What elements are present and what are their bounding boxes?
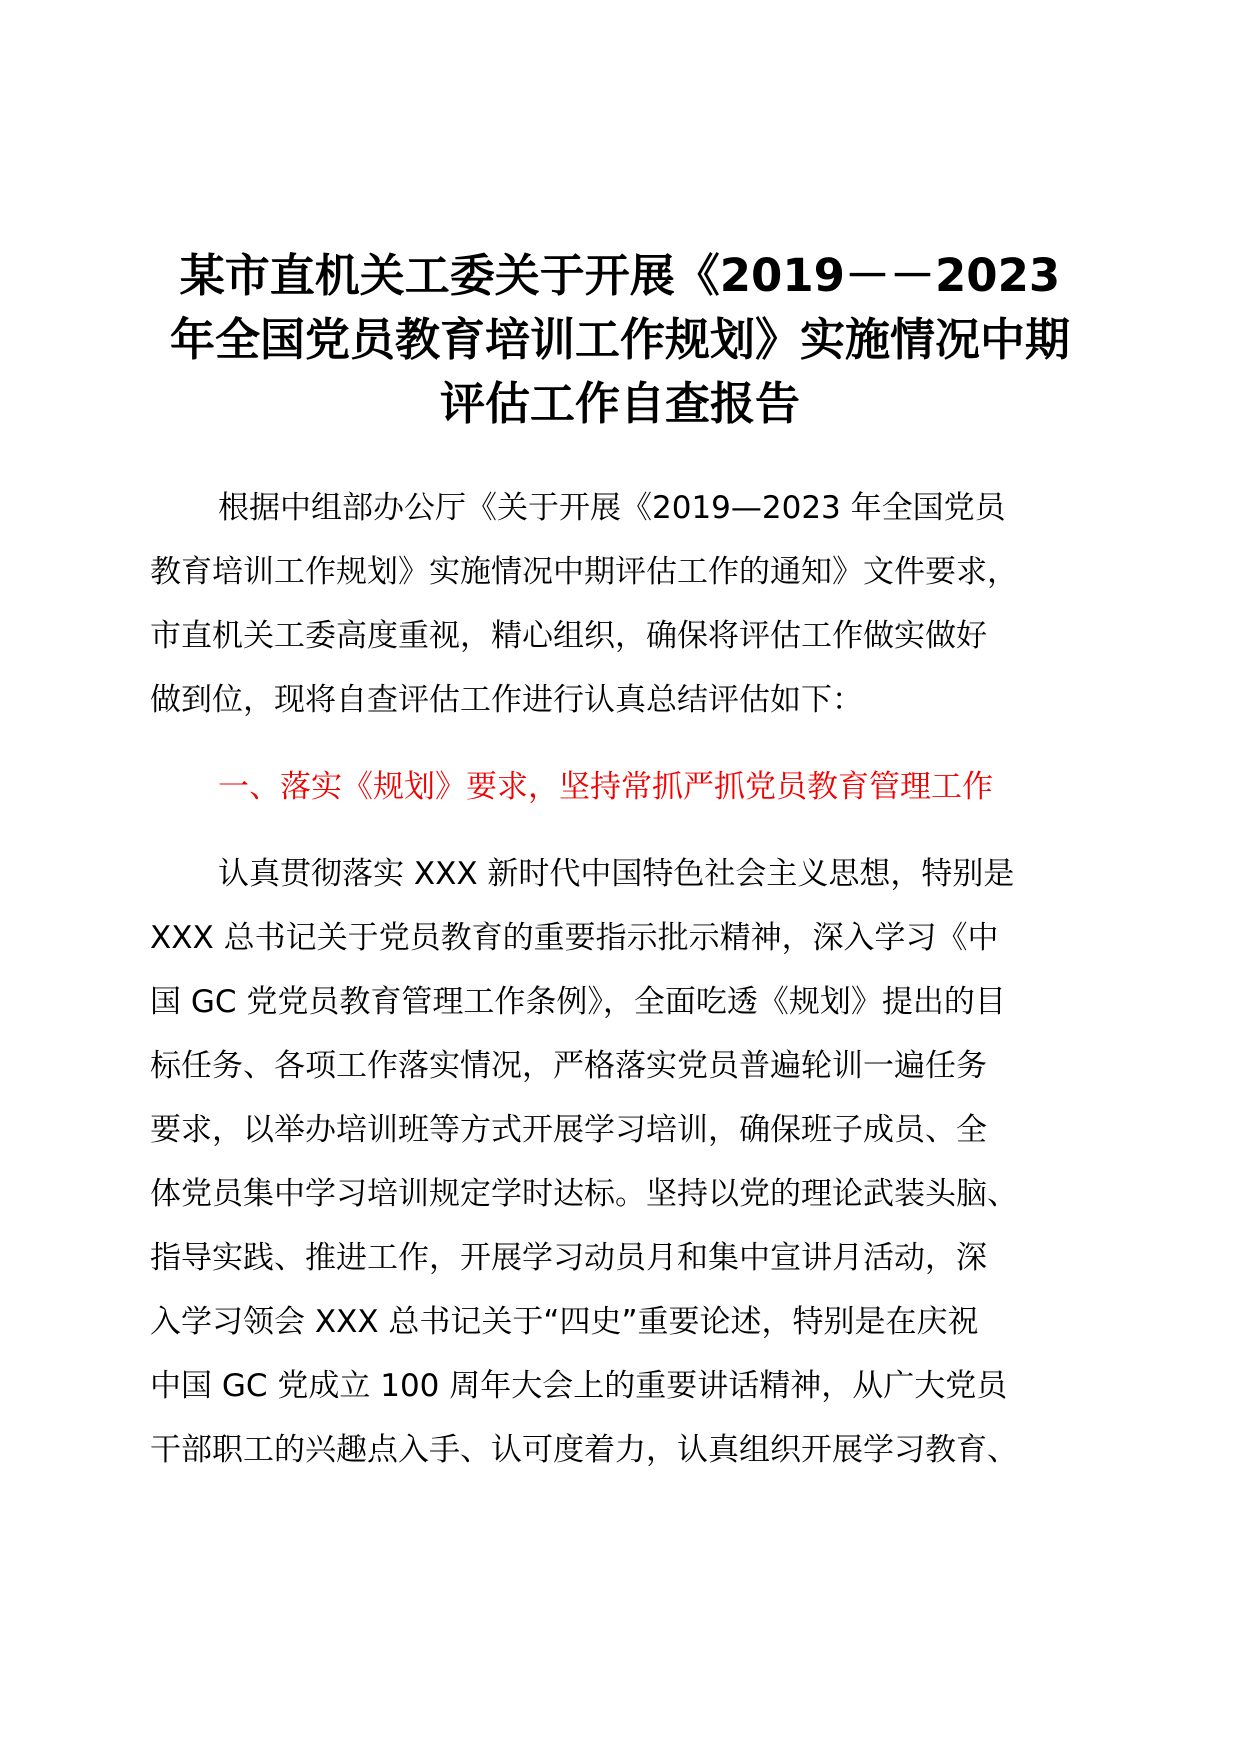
paragraph-line: 干部职工的兴趣点入手、认可度着力，认真组织开展学习教育、 xyxy=(150,1432,1018,1468)
section-heading: 一、落实《规划》要求，坚持常抓严抓党员教育管理工作 xyxy=(218,769,993,805)
paragraph-line: 国 GC 党党员教育管理工作条例》，全面吃透《规划》提出的目 xyxy=(150,984,1006,1020)
title-line: 评估工作自查报告 xyxy=(439,377,800,430)
body-paragraph xyxy=(150,842,1110,1482)
paragraph-line: 体党员集中学习培训规定学时达标。坚持以党的理论武装头脑、 xyxy=(150,1176,1018,1212)
paragraph-line: 教育培训工作规划》实施情况中期评估工作的通知》文件要求， xyxy=(150,554,1018,590)
paragraph-line: 中国 GC 党成立 100 周年大会上的重要讲话精神，从广大党员 xyxy=(150,1368,1008,1404)
intro-paragraph xyxy=(150,476,1110,732)
document-body xyxy=(150,476,1110,1482)
paragraph-line: 要求，以举办培训班等方式开展学习培训，确保班子成员、全 xyxy=(150,1112,987,1148)
paragraph-line: 市直机关工委高度重视，精心组织，确保将评估工作做实做好 xyxy=(150,618,987,654)
paragraph-line: 根据中组部办公厅《关于开展《2019—2023 年全国党员 xyxy=(218,490,1006,526)
paragraph-line: 入学习领会 XXX 总书记关于“四史”重要论述，特别是在庆祝 xyxy=(150,1304,979,1340)
document-title xyxy=(140,244,1100,436)
title-line: 某市直机关工委关于开展《2019－－2023 xyxy=(179,249,1061,302)
paragraph-line: 指导实践、推进工作，开展学习动员月和集中宣讲月活动，深 xyxy=(150,1240,987,1276)
paragraph-line: 做到位，现将自查评估工作进行认真总结评估如下： xyxy=(150,682,863,718)
paragraph-line: XXX 总书记关于党员教育的重要指示批示精神，深入学习《中 xyxy=(150,920,999,956)
paragraph-line: 标任务、各项工作落实情况，严格落实党员普遍轮训一遍任务 xyxy=(150,1048,987,1084)
paragraph-line: 认真贯彻落实 XXX 新时代中国特色社会主义思想，特别是 xyxy=(218,856,1015,892)
title-line: 年全国党员教育培训工作规划》实施情况中期 xyxy=(169,313,1070,366)
